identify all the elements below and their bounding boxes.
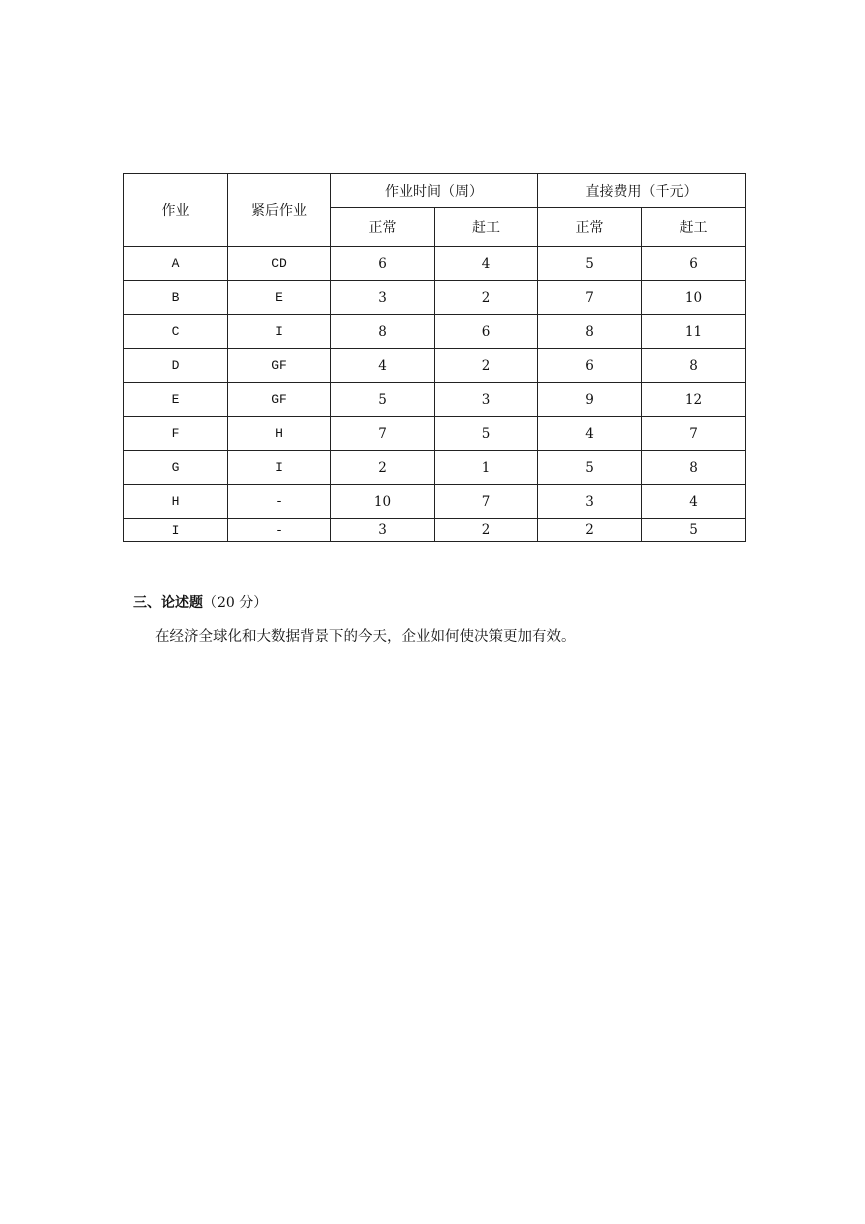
- cost-crash-cell: 10: [642, 281, 746, 315]
- header-time-crash: 赶工: [435, 208, 538, 247]
- section-points: （20 分）: [203, 595, 268, 611]
- successor-cell: I: [228, 315, 331, 349]
- successor-cell: CD: [228, 247, 331, 281]
- essay-question: 在经济全球化和大数据背景下的今天，企业如何使决策更加有效。: [155, 629, 576, 645]
- time-crash-cell: 2: [435, 349, 538, 383]
- header-activity: 作业: [124, 174, 228, 247]
- table-body: [124, 247, 746, 542]
- successor-cell: GF: [228, 383, 331, 417]
- cost-crash-cell: 12: [642, 383, 746, 417]
- activity-cell: C: [124, 315, 228, 349]
- time-normal-cell: 8: [331, 315, 435, 349]
- cost-crash-cell: 6: [642, 247, 746, 281]
- table-row: [124, 451, 746, 485]
- table-row: [124, 383, 746, 417]
- successor-cell: -: [228, 485, 331, 519]
- cost-crash-cell: 11: [642, 315, 746, 349]
- cost-crash-cell: 8: [642, 349, 746, 383]
- cost-crash-cell: 7: [642, 417, 746, 451]
- time-normal-cell: 6: [331, 247, 435, 281]
- cost-crash-cell: 4: [642, 485, 746, 519]
- time-normal-cell: 3: [331, 281, 435, 315]
- header-time-group: 作业时间（周）: [331, 174, 538, 208]
- cost-normal-cell: 8: [538, 315, 642, 349]
- header-cost-normal: 正常: [538, 208, 642, 247]
- time-normal-cell: 3: [331, 519, 435, 542]
- table-row: [124, 417, 746, 451]
- cost-crash-cell: 8: [642, 451, 746, 485]
- time-crash-cell: 7: [435, 485, 538, 519]
- activity-cell: F: [124, 417, 228, 451]
- table-row: [124, 485, 746, 519]
- time-crash-cell: 6: [435, 315, 538, 349]
- activity-cell: D: [124, 349, 228, 383]
- header-successor: 紧后作业: [228, 174, 331, 247]
- cost-normal-cell: 2: [538, 519, 642, 542]
- cost-normal-cell: 4: [538, 417, 642, 451]
- activity-cell: G: [124, 451, 228, 485]
- time-normal-cell: 10: [331, 485, 435, 519]
- header-row-top: [124, 174, 746, 208]
- time-normal-cell: 2: [331, 451, 435, 485]
- activity-cell: B: [124, 281, 228, 315]
- cost-normal-cell: 5: [538, 451, 642, 485]
- successor-cell: E: [228, 281, 331, 315]
- table-row: [124, 349, 746, 383]
- activity-cell: H: [124, 485, 228, 519]
- section-heading: [133, 593, 267, 613]
- time-normal-cell: 5: [331, 383, 435, 417]
- activity-cell: E: [124, 383, 228, 417]
- table-row: [124, 281, 746, 315]
- successor-cell: H: [228, 417, 331, 451]
- activity-cell: A: [124, 247, 228, 281]
- time-normal-cell: 7: [331, 417, 435, 451]
- cost-normal-cell: 9: [538, 383, 642, 417]
- cost-normal-cell: 5: [538, 247, 642, 281]
- table-header: [124, 174, 746, 247]
- successor-cell: I: [228, 451, 331, 485]
- time-crash-cell: 3: [435, 383, 538, 417]
- activity-cell: I: [124, 519, 228, 542]
- successor-cell: -: [228, 519, 331, 542]
- cost-normal-cell: 7: [538, 281, 642, 315]
- table-row: [124, 315, 746, 349]
- cost-normal-cell: 6: [538, 349, 642, 383]
- successor-cell: GF: [228, 349, 331, 383]
- header-time-normal: 正常: [331, 208, 435, 247]
- cost-crash-cell: 5: [642, 519, 746, 542]
- time-crash-cell: 2: [435, 519, 538, 542]
- time-normal-cell: 4: [331, 349, 435, 383]
- header-cost-crash: 赶工: [642, 208, 746, 247]
- time-crash-cell: 4: [435, 247, 538, 281]
- table-row: [124, 519, 746, 542]
- cost-normal-cell: 3: [538, 485, 642, 519]
- header-cost-group: 直接费用（千元）: [538, 174, 746, 208]
- time-crash-cell: 2: [435, 281, 538, 315]
- table-row: [124, 247, 746, 281]
- section-title: 三、论述题: [133, 595, 203, 611]
- time-crash-cell: 1: [435, 451, 538, 485]
- time-crash-cell: 5: [435, 417, 538, 451]
- activity-table: [123, 173, 746, 542]
